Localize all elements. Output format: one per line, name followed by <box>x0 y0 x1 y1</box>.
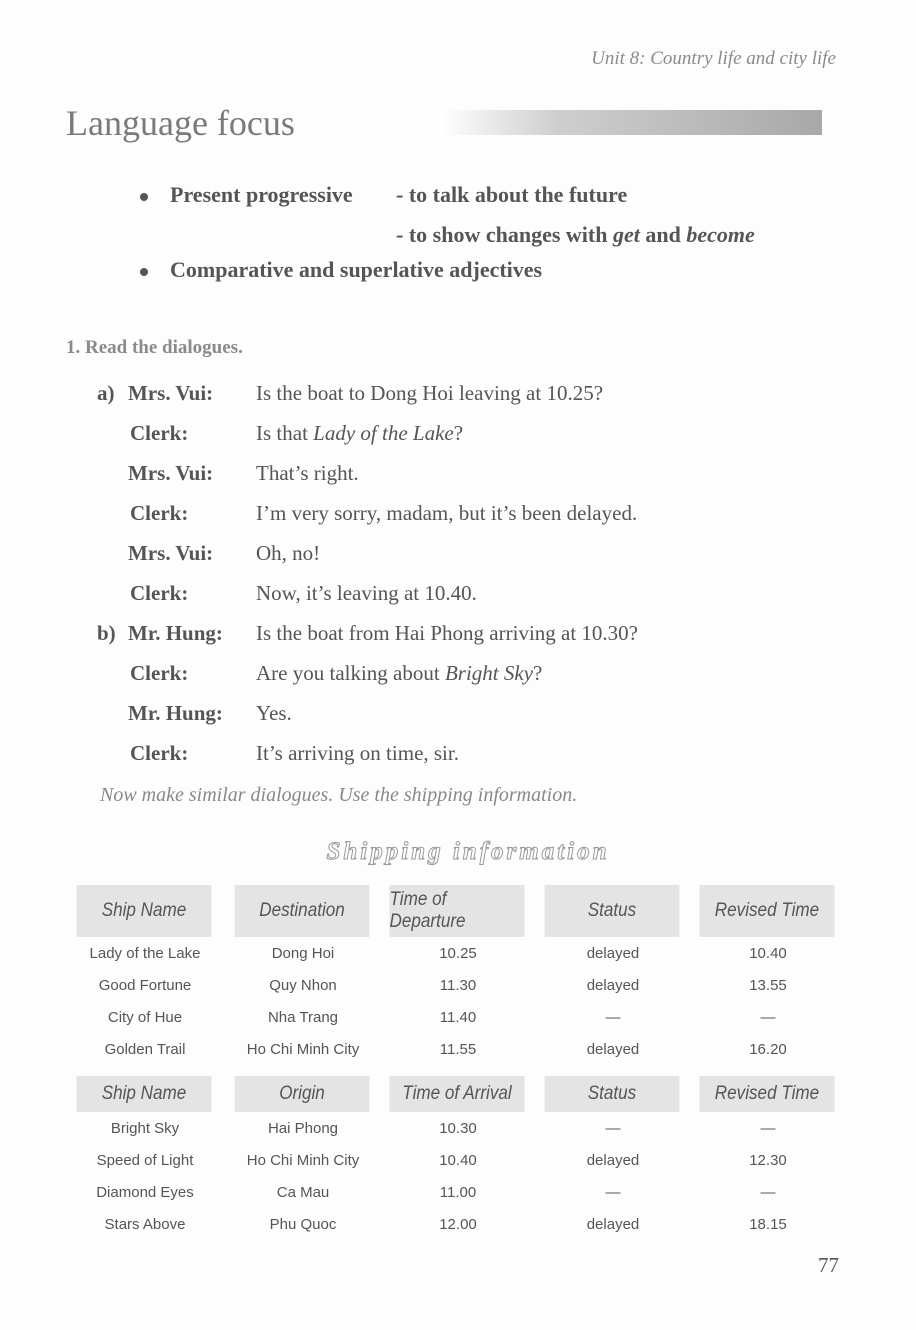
dialogue-line <box>256 621 638 646</box>
shipping-title: Shipping information <box>326 838 610 865</box>
table-cell: delayed <box>586 977 640 994</box>
dialogue-line <box>256 381 603 406</box>
bullet-icon <box>140 193 148 201</box>
sub-italic: get <box>612 222 640 247</box>
line-text: Is that <box>256 421 314 445</box>
table-cell: Phu Quoc <box>269 1216 337 1233</box>
unit-header: Unit 8: Country life and city life <box>591 48 836 69</box>
table-cell: City of Hue <box>107 1009 183 1026</box>
table-cell: 11.00 <box>439 1184 477 1201</box>
table-header: Ship Name <box>77 885 212 937</box>
focus-item-1 <box>140 182 353 208</box>
line-text: Is the boat from Hai Phong arriving at 10.30? <box>256 621 638 645</box>
dialogue-line <box>256 501 637 526</box>
table-header: Destination <box>235 885 370 937</box>
table-cell: Ho Chi Minh City <box>246 1041 360 1058</box>
table-cell: Ho Chi Minh City <box>246 1152 360 1169</box>
table-cell: Golden Trail <box>104 1041 186 1058</box>
table-header: Time of Arrival <box>390 1076 525 1112</box>
table-cell: Dong Hoi <box>271 945 335 962</box>
focus-sub-1: - to talk about the future <box>396 182 628 207</box>
exercise-instruction: Now make similar dialogues. Use the shipping information. <box>100 784 578 806</box>
dialogue-line <box>256 661 542 686</box>
table-cell: — <box>760 1184 776 1201</box>
table-header: Time of Departure <box>390 885 525 937</box>
table-cell: — <box>605 1009 621 1026</box>
sub-text: - to show changes with <box>396 222 613 247</box>
table-header: Status <box>545 1076 680 1112</box>
title-decoration-bar <box>440 110 822 135</box>
page-number: 77 <box>818 1253 839 1277</box>
table-cell: Speed of Light <box>96 1152 194 1169</box>
line-text: Oh, no! <box>256 541 321 565</box>
table-cell: Lady of the Lake <box>89 945 201 962</box>
line-text: Yes. <box>256 701 292 725</box>
dialogue-line <box>256 421 463 446</box>
sub-italic: become <box>686 222 755 247</box>
line-italic: Bright Sky <box>444 661 534 685</box>
speaker: Mrs. Vui: <box>128 461 214 485</box>
table-header: Ship Name <box>77 1076 212 1112</box>
table-header: Revised Time <box>700 885 835 937</box>
table-cell: 10.25 <box>439 945 477 962</box>
table-cell: Ca Mau <box>276 1184 330 1201</box>
line-text: ? <box>533 661 543 685</box>
table-cell: 10.40 <box>749 945 787 962</box>
exercise-title: 1. Read the dialogues. <box>66 337 243 358</box>
table-cell: Nha Trang <box>267 1009 339 1026</box>
line-text: I’m very sorry, madam, but it’s been delayed. <box>256 501 638 525</box>
sub-text: and <box>639 222 687 247</box>
speaker: Mrs. Vui: <box>128 381 214 405</box>
speaker: Clerk: <box>130 661 189 685</box>
table-cell: 11.30 <box>439 977 477 994</box>
table-cell: 12.30 <box>749 1152 787 1169</box>
dialogue-line <box>256 581 477 606</box>
focus-label: Comparative and superlative adjectives <box>170 257 543 282</box>
focus-sub-2 <box>396 222 755 248</box>
dialogue-label: b) <box>97 621 116 645</box>
table-cell: Bright Sky <box>110 1120 180 1137</box>
line-text: Is the boat to Dong Hoi leaving at 10.25? <box>256 381 604 405</box>
table-cell: — <box>760 1009 776 1026</box>
focus-label: Present progressive <box>170 182 353 207</box>
table-cell: 10.30 <box>439 1120 477 1137</box>
table-cell: Diamond Eyes <box>96 1184 194 1201</box>
table-cell: — <box>605 1184 621 1201</box>
speaker: Clerk: <box>130 741 189 765</box>
speaker: Mr. Hung: <box>128 621 223 645</box>
line-text: Now, it’s leaving at 10.40. <box>256 581 477 605</box>
dialogue-line <box>256 541 320 566</box>
line-text: ? <box>453 421 464 445</box>
table-cell: Good Fortune <box>98 977 192 994</box>
speaker: Mrs. Vui: <box>128 541 214 565</box>
table-cell: Stars Above <box>104 1216 186 1233</box>
table-header: Origin <box>235 1076 370 1112</box>
table-cell: — <box>605 1120 621 1137</box>
table-cell: 16.20 <box>749 1041 787 1058</box>
table-cell: delayed <box>586 1041 640 1058</box>
dialogue-label: a) <box>97 381 115 405</box>
section-title: Language focus <box>66 103 295 143</box>
focus-item-2 <box>140 257 542 283</box>
table-cell: 13.55 <box>749 977 787 994</box>
line-italic: Lady of the Lake <box>313 421 454 445</box>
table-header: Revised Time <box>700 1076 835 1112</box>
line-text: It’s arriving on time, sir. <box>256 741 459 765</box>
table-cell: 12.00 <box>439 1216 477 1233</box>
dialogue-line <box>256 741 459 766</box>
table-cell: delayed <box>586 1216 640 1233</box>
dialogue-line <box>256 461 359 486</box>
table-cell: delayed <box>586 945 640 962</box>
table-cell: Hai Phong <box>267 1120 339 1137</box>
speaker: Clerk: <box>130 581 189 605</box>
table-cell: 11.40 <box>439 1009 477 1026</box>
dialogue-line <box>256 701 292 726</box>
table-cell: Quy Nhon <box>269 977 337 994</box>
table-cell: 18.15 <box>749 1216 787 1233</box>
table-header: Status <box>545 885 680 937</box>
table-cell: delayed <box>586 1152 640 1169</box>
table-cell: 10.40 <box>439 1152 477 1169</box>
speaker: Clerk: <box>130 421 189 445</box>
line-text: Are you talking about <box>256 661 445 685</box>
line-text: That’s right. <box>256 461 359 485</box>
table-cell: 11.55 <box>439 1041 477 1058</box>
bullet-icon <box>140 268 148 276</box>
table-cell: — <box>760 1120 776 1137</box>
speaker: Mr. Hung: <box>128 701 223 725</box>
speaker: Clerk: <box>130 501 189 525</box>
